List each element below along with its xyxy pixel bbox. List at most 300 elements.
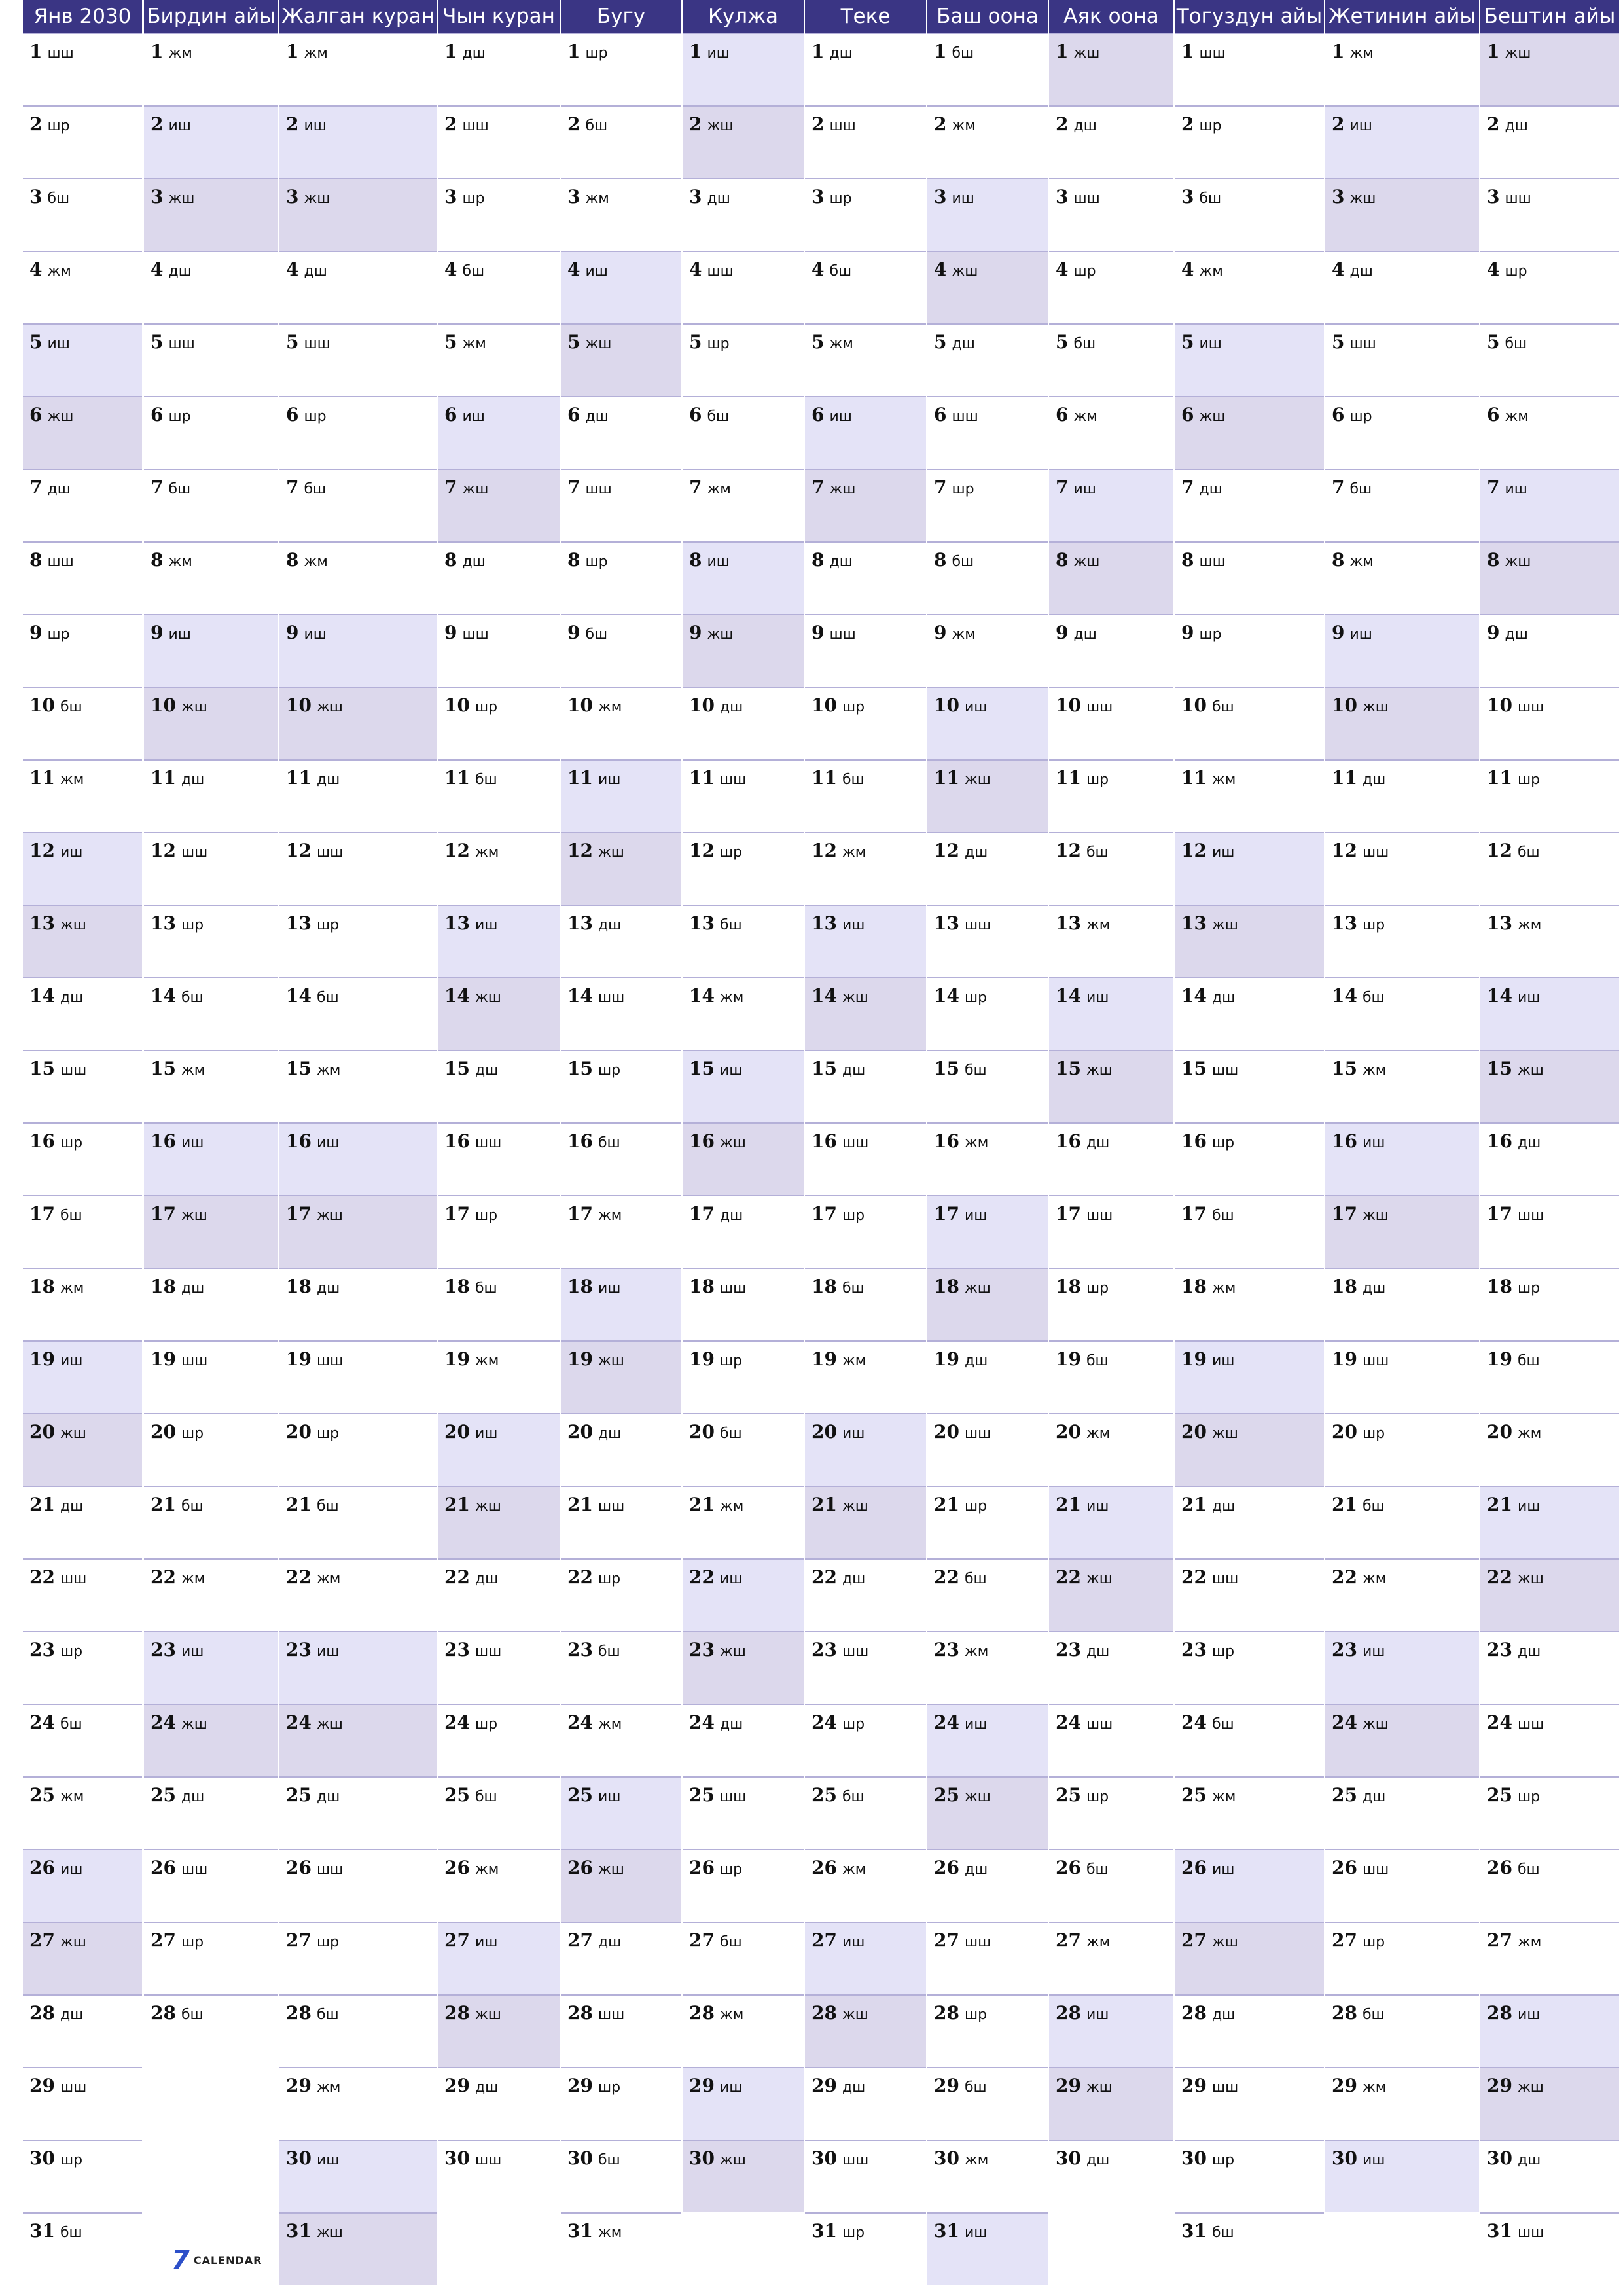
day-number: 27 [934, 1929, 959, 1951]
weekday-abbr: шр [597, 1062, 621, 1079]
day-label [286, 2075, 340, 2096]
day-cell [144, 1195, 278, 1268]
day-cell [683, 2140, 804, 2212]
weekday-abbr: шр [1362, 1934, 1385, 1950]
weekday-abbr: бш [1086, 844, 1109, 861]
day-label [934, 404, 978, 425]
day-number: 16 [29, 1130, 55, 1152]
day-label [1056, 404, 1097, 425]
weekday-abbr: жм [597, 2225, 622, 2241]
day-label [812, 767, 865, 789]
day-cell [1480, 1486, 1619, 1558]
day-number: 15 [1487, 1058, 1512, 1079]
day-label [1181, 1784, 1236, 1806]
day-label [151, 549, 192, 571]
day-number: 14 [151, 985, 176, 1007]
day-number: 10 [689, 694, 715, 716]
day-number: 15 [444, 1058, 470, 1079]
day-cell [683, 614, 804, 687]
weekday-abbr: дш [474, 2079, 499, 2096]
day-label [689, 2147, 746, 2169]
day-number: 9 [689, 622, 702, 643]
weekday-abbr: шр [462, 190, 485, 207]
day-label [1332, 549, 1374, 571]
day-cell [23, 1922, 142, 1994]
day-number: 2 [934, 113, 947, 135]
weekday-abbr: шр [316, 917, 340, 933]
day-label [151, 259, 192, 280]
weekday-abbr: шр [842, 699, 865, 715]
weekday-abbr: дш [1517, 2152, 1541, 2168]
day-label [1487, 404, 1529, 425]
weekday-abbr: шр [597, 2079, 621, 2096]
day-label [286, 113, 327, 135]
day-label [812, 186, 852, 207]
weekday-abbr: жш [60, 1426, 86, 1442]
day-cell [683, 178, 804, 251]
weekday-abbr: шр [964, 2007, 988, 2023]
day-label [286, 331, 330, 353]
day-label [689, 1130, 746, 1152]
weekday-abbr: бш [1211, 2225, 1234, 2241]
day-number: 20 [934, 1421, 959, 1443]
day-cell [279, 541, 437, 614]
day-number: 20 [812, 1421, 837, 1443]
day-number: 13 [812, 912, 837, 934]
day-cell [1480, 1122, 1619, 1195]
day-number: 25 [286, 1784, 312, 1806]
day-cell [1049, 1486, 1173, 1558]
day-cell [1175, 323, 1324, 396]
day-cell [805, 1922, 926, 1994]
day-label [151, 1494, 204, 1515]
day-cell [144, 251, 278, 323]
weekday-abbr: жш [842, 2007, 868, 2023]
day-label [567, 41, 608, 62]
day-label [567, 1639, 620, 1660]
weekday-abbr: дш [168, 263, 192, 279]
day-label [286, 985, 339, 1007]
weekday-abbr: шш [304, 336, 330, 352]
day-number: 12 [567, 840, 593, 861]
weekday-abbr: иш [1517, 1498, 1541, 1515]
day-number: 1 [1487, 41, 1500, 62]
day-number: 4 [934, 259, 947, 280]
weekday-abbr: бш [1349, 481, 1372, 497]
day-number: 2 [812, 113, 825, 135]
day-cell [1049, 1922, 1173, 1994]
day-number: 13 [286, 912, 312, 934]
day-number: 17 [1487, 1203, 1512, 1225]
weekday-abbr: шр [1086, 1280, 1109, 1297]
day-number: 16 [1181, 1130, 1207, 1152]
day-number: 27 [444, 1929, 470, 1951]
weekday-abbr: жм [1211, 1789, 1236, 1805]
weekday-abbr: шш [1199, 45, 1226, 62]
day-label [1056, 1276, 1109, 1297]
day-cell [23, 1776, 142, 1849]
day-label [1056, 1494, 1109, 1515]
weekday-abbr: шш [829, 626, 856, 643]
day-label [1332, 186, 1376, 207]
day-cell [438, 977, 560, 1050]
day-cell [438, 105, 560, 178]
weekday-abbr: дш [1211, 1498, 1236, 1515]
weekday-abbr: шр [1211, 1135, 1235, 1151]
day-label [689, 767, 746, 789]
day-label [812, 622, 856, 643]
day-label [812, 1639, 868, 1660]
day-number: 13 [29, 912, 55, 934]
day-label [812, 1203, 865, 1225]
day-cell [683, 832, 804, 905]
day-label [934, 1348, 988, 1370]
day-label [151, 1857, 207, 1878]
day-label [567, 1058, 620, 1079]
weekday-abbr: жш [597, 1353, 624, 1369]
weekday-abbr: шр [719, 1353, 743, 1369]
weekday-abbr: шр [1349, 408, 1372, 425]
day-label [1487, 1058, 1544, 1079]
weekday-abbr: бш [1505, 336, 1527, 352]
day-number: 23 [1487, 1639, 1512, 1660]
day-number: 26 [1332, 1857, 1357, 1878]
day-cell [1049, 1704, 1173, 1776]
day-number: 9 [934, 622, 947, 643]
day-number: 17 [1181, 1203, 1207, 1225]
weekday-abbr: иш [952, 190, 974, 207]
day-cell [561, 178, 681, 251]
day-number: 23 [286, 1639, 312, 1660]
day-number: 28 [444, 2002, 470, 2024]
day-label [151, 622, 191, 643]
day-label [1056, 1857, 1109, 1878]
day-cell [1325, 469, 1479, 541]
day-cell [805, 178, 926, 251]
day-cell [144, 1340, 278, 1413]
day-cell [561, 832, 681, 905]
day-cell [683, 1631, 804, 1704]
day-number: 9 [151, 622, 164, 643]
day-label [567, 694, 622, 716]
day-number: 16 [444, 1130, 470, 1152]
day-label [812, 331, 853, 353]
day-number: 13 [1332, 912, 1357, 934]
day-number: 20 [1332, 1421, 1357, 1443]
day-cell [1175, 1050, 1324, 1122]
weekday-abbr: дш [842, 2079, 866, 2096]
day-label [689, 331, 730, 353]
weekday-abbr: шш [1349, 336, 1376, 352]
day-label [1332, 985, 1385, 1007]
day-label [1332, 2075, 1386, 2096]
day-label [29, 1784, 84, 1806]
day-cell [1480, 469, 1619, 541]
day-number: 6 [29, 404, 43, 425]
day-cell [438, 905, 560, 977]
day-cell [1480, 2140, 1619, 2212]
day-label [444, 767, 497, 789]
weekday-abbr: шш [707, 263, 734, 279]
day-number: 18 [812, 1276, 837, 1297]
day-number: 17 [689, 1203, 715, 1225]
weekday-abbr: жм [1211, 1280, 1236, 1297]
day-label [812, 1058, 865, 1079]
weekday-abbr: шр [316, 1426, 340, 1442]
weekday-abbr: бш [585, 118, 608, 134]
day-number: 20 [29, 1421, 55, 1443]
day-number: 3 [1487, 186, 1500, 207]
day-label [567, 2147, 620, 2169]
day-number: 6 [1181, 404, 1194, 425]
weekday-abbr: шш [719, 772, 747, 788]
weekday-abbr: жм [719, 2007, 744, 2023]
weekday-abbr: шш [1086, 1716, 1113, 1732]
day-number: 26 [151, 1857, 176, 1878]
weekday-abbr: иш [1517, 2007, 1541, 2023]
day-cell [23, 105, 142, 178]
day-cell [805, 33, 926, 105]
day-number: 31 [567, 2220, 593, 2242]
day-number: 26 [286, 1857, 312, 1878]
weekday-abbr: иш [719, 1571, 743, 1587]
day-number: 26 [1487, 1857, 1512, 1878]
day-cell [1175, 1268, 1324, 1340]
weekday-abbr: дш [60, 2007, 84, 2023]
day-number: 10 [812, 694, 837, 716]
day-cell [1175, 2067, 1324, 2140]
day-number: 25 [689, 1784, 715, 1806]
day-number: 7 [29, 476, 43, 498]
day-number: 4 [1332, 259, 1345, 280]
day-cell [561, 1122, 681, 1195]
day-number: 11 [151, 767, 176, 789]
day-number: 30 [1487, 2147, 1512, 2169]
day-label [1056, 186, 1100, 207]
day-label [689, 1784, 746, 1806]
weekday-abbr: шр [707, 336, 730, 352]
weekday-abbr: жм [474, 1861, 499, 1878]
weekday-abbr: шш [1211, 1571, 1239, 1587]
day-cell [1480, 687, 1619, 759]
day-number: 8 [1181, 549, 1194, 571]
month-header: Кулжа [683, 0, 804, 33]
day-cell [805, 1776, 926, 1849]
day-number: 6 [1332, 404, 1345, 425]
weekday-abbr: жш [60, 917, 86, 933]
day-label [812, 259, 851, 280]
day-label [444, 694, 497, 716]
day-label [812, 1276, 865, 1297]
month-header: Бештин айы [1480, 0, 1619, 33]
day-number: 20 [1181, 1421, 1207, 1443]
day-cell [23, 396, 142, 469]
day-label [567, 1203, 622, 1225]
day-number: 23 [1181, 1639, 1207, 1660]
day-number: 31 [1487, 2220, 1512, 2242]
day-label [1181, 840, 1234, 861]
day-label [151, 1421, 204, 1443]
day-label [689, 1203, 743, 1225]
day-label [444, 985, 501, 1007]
weekday-abbr: иш [585, 263, 608, 279]
day-label [286, 259, 327, 280]
day-number: 31 [934, 2220, 959, 2242]
day-number: 11 [286, 767, 312, 789]
weekday-abbr: иш [60, 1861, 83, 1878]
day-number: 10 [1332, 694, 1357, 716]
day-label [286, 2147, 339, 2169]
day-number: 23 [29, 1639, 55, 1660]
day-number: 28 [812, 2002, 837, 2024]
day-cell [683, 687, 804, 759]
day-number: 28 [1487, 2002, 1512, 2024]
weekday-abbr: шр [181, 1934, 204, 1950]
weekday-abbr: иш [168, 626, 191, 643]
day-cell [1325, 832, 1479, 905]
day-label [286, 1929, 339, 1951]
weekday-abbr: бш [719, 1934, 742, 1950]
day-number: 2 [286, 113, 299, 135]
weekday-abbr: шр [597, 1571, 621, 1587]
day-label [444, 622, 489, 643]
weekday-abbr: иш [1211, 1861, 1235, 1878]
day-cell [279, 832, 437, 905]
day-cell [1325, 33, 1479, 105]
day-cell [1480, 1922, 1619, 1994]
day-number: 13 [689, 912, 715, 934]
day-cell [561, 323, 681, 396]
day-number: 23 [151, 1639, 176, 1660]
weekday-abbr: дш [964, 1353, 988, 1369]
day-cell [805, 687, 926, 759]
day-label [286, 1857, 343, 1878]
weekday-abbr: дш [1349, 263, 1373, 279]
day-label [29, 2147, 82, 2169]
day-cell [1175, 469, 1324, 541]
day-number: 3 [567, 186, 580, 207]
weekday-abbr: бш [316, 2007, 339, 2023]
weekday-abbr: бш [474, 772, 497, 788]
day-cell [23, 1413, 142, 1486]
weekday-abbr: жш [842, 1498, 868, 1515]
day-number: 19 [286, 1348, 312, 1370]
day-number: 7 [812, 476, 825, 498]
day-cell [683, 1558, 804, 1631]
day-cell [1325, 1776, 1479, 1849]
day-number: 26 [812, 1857, 837, 1878]
day-number: 22 [1056, 1566, 1081, 1588]
weekday-abbr: жм [1517, 1934, 1542, 1950]
day-number: 28 [286, 2002, 312, 2024]
day-number: 11 [567, 767, 593, 789]
day-cell [1325, 1704, 1479, 1776]
day-label [689, 1857, 742, 1878]
day-cell [438, 759, 560, 832]
day-label [444, 1566, 498, 1588]
day-cell [279, 905, 437, 977]
day-number: 16 [567, 1130, 593, 1152]
day-number: 19 [1487, 1348, 1512, 1370]
day-label [444, 912, 497, 934]
weekday-abbr: иш [1362, 1135, 1385, 1151]
weekday-abbr: жм [1211, 772, 1236, 788]
day-label [151, 1348, 207, 1370]
day-label [1056, 2075, 1113, 2096]
weekday-abbr: жм [842, 844, 866, 861]
weekday-abbr: иш [829, 408, 852, 425]
day-cell [1049, 396, 1173, 469]
day-cell [1049, 1050, 1173, 1122]
day-cell [1325, 2067, 1479, 2140]
day-number: 12 [1487, 840, 1512, 861]
weekday-abbr: дш [842, 1062, 866, 1079]
day-cell [805, 1268, 926, 1340]
day-number: 20 [286, 1421, 312, 1443]
day-label [286, 694, 343, 716]
day-cell [1325, 541, 1479, 614]
day-label [812, 1784, 865, 1806]
day-number: 29 [934, 2075, 959, 2096]
day-number: 12 [1181, 840, 1207, 861]
day-cell [927, 33, 1048, 105]
weekday-abbr: шр [842, 1716, 865, 1732]
day-cell [1480, 832, 1619, 905]
day-cell [927, 687, 1048, 759]
day-number: 2 [1332, 113, 1345, 135]
day-label [1056, 1130, 1109, 1152]
day-label [286, 840, 343, 861]
day-label [812, 694, 865, 716]
day-cell [561, 1776, 681, 1849]
day-label [151, 113, 191, 135]
day-number: 21 [1332, 1494, 1357, 1515]
day-label [567, 404, 609, 425]
day-number: 6 [812, 404, 825, 425]
weekday-abbr: иш [316, 1135, 340, 1151]
day-label [444, 840, 499, 861]
day-label [567, 259, 608, 280]
day-label [1181, 694, 1234, 716]
day-label [1056, 622, 1097, 643]
day-cell [438, 1776, 560, 1849]
day-cell [1049, 105, 1173, 178]
day-cell [683, 396, 804, 469]
day-number: 19 [1181, 1348, 1207, 1370]
day-label [934, 1784, 991, 1806]
day-label [286, 912, 339, 934]
weekday-abbr: шш [316, 1861, 344, 1878]
day-number: 23 [1332, 1639, 1357, 1660]
weekday-abbr: бш [597, 2152, 620, 2168]
day-number: 26 [689, 1857, 715, 1878]
weekday-abbr: шш [829, 118, 856, 134]
day-cell [1175, 178, 1324, 251]
day-cell [927, 1050, 1048, 1122]
day-cell [144, 541, 278, 614]
day-cell [1325, 323, 1479, 396]
day-number: 6 [151, 404, 164, 425]
day-number: 8 [1056, 549, 1069, 571]
day-cell [144, 759, 278, 832]
day-number: 21 [812, 1494, 837, 1515]
day-number: 5 [1056, 331, 1069, 353]
day-cell [279, 1776, 437, 1849]
day-cell [927, 977, 1048, 1050]
day-label [1181, 2220, 1234, 2242]
weekday-abbr: жм [474, 844, 499, 861]
day-cell [438, 1268, 560, 1340]
